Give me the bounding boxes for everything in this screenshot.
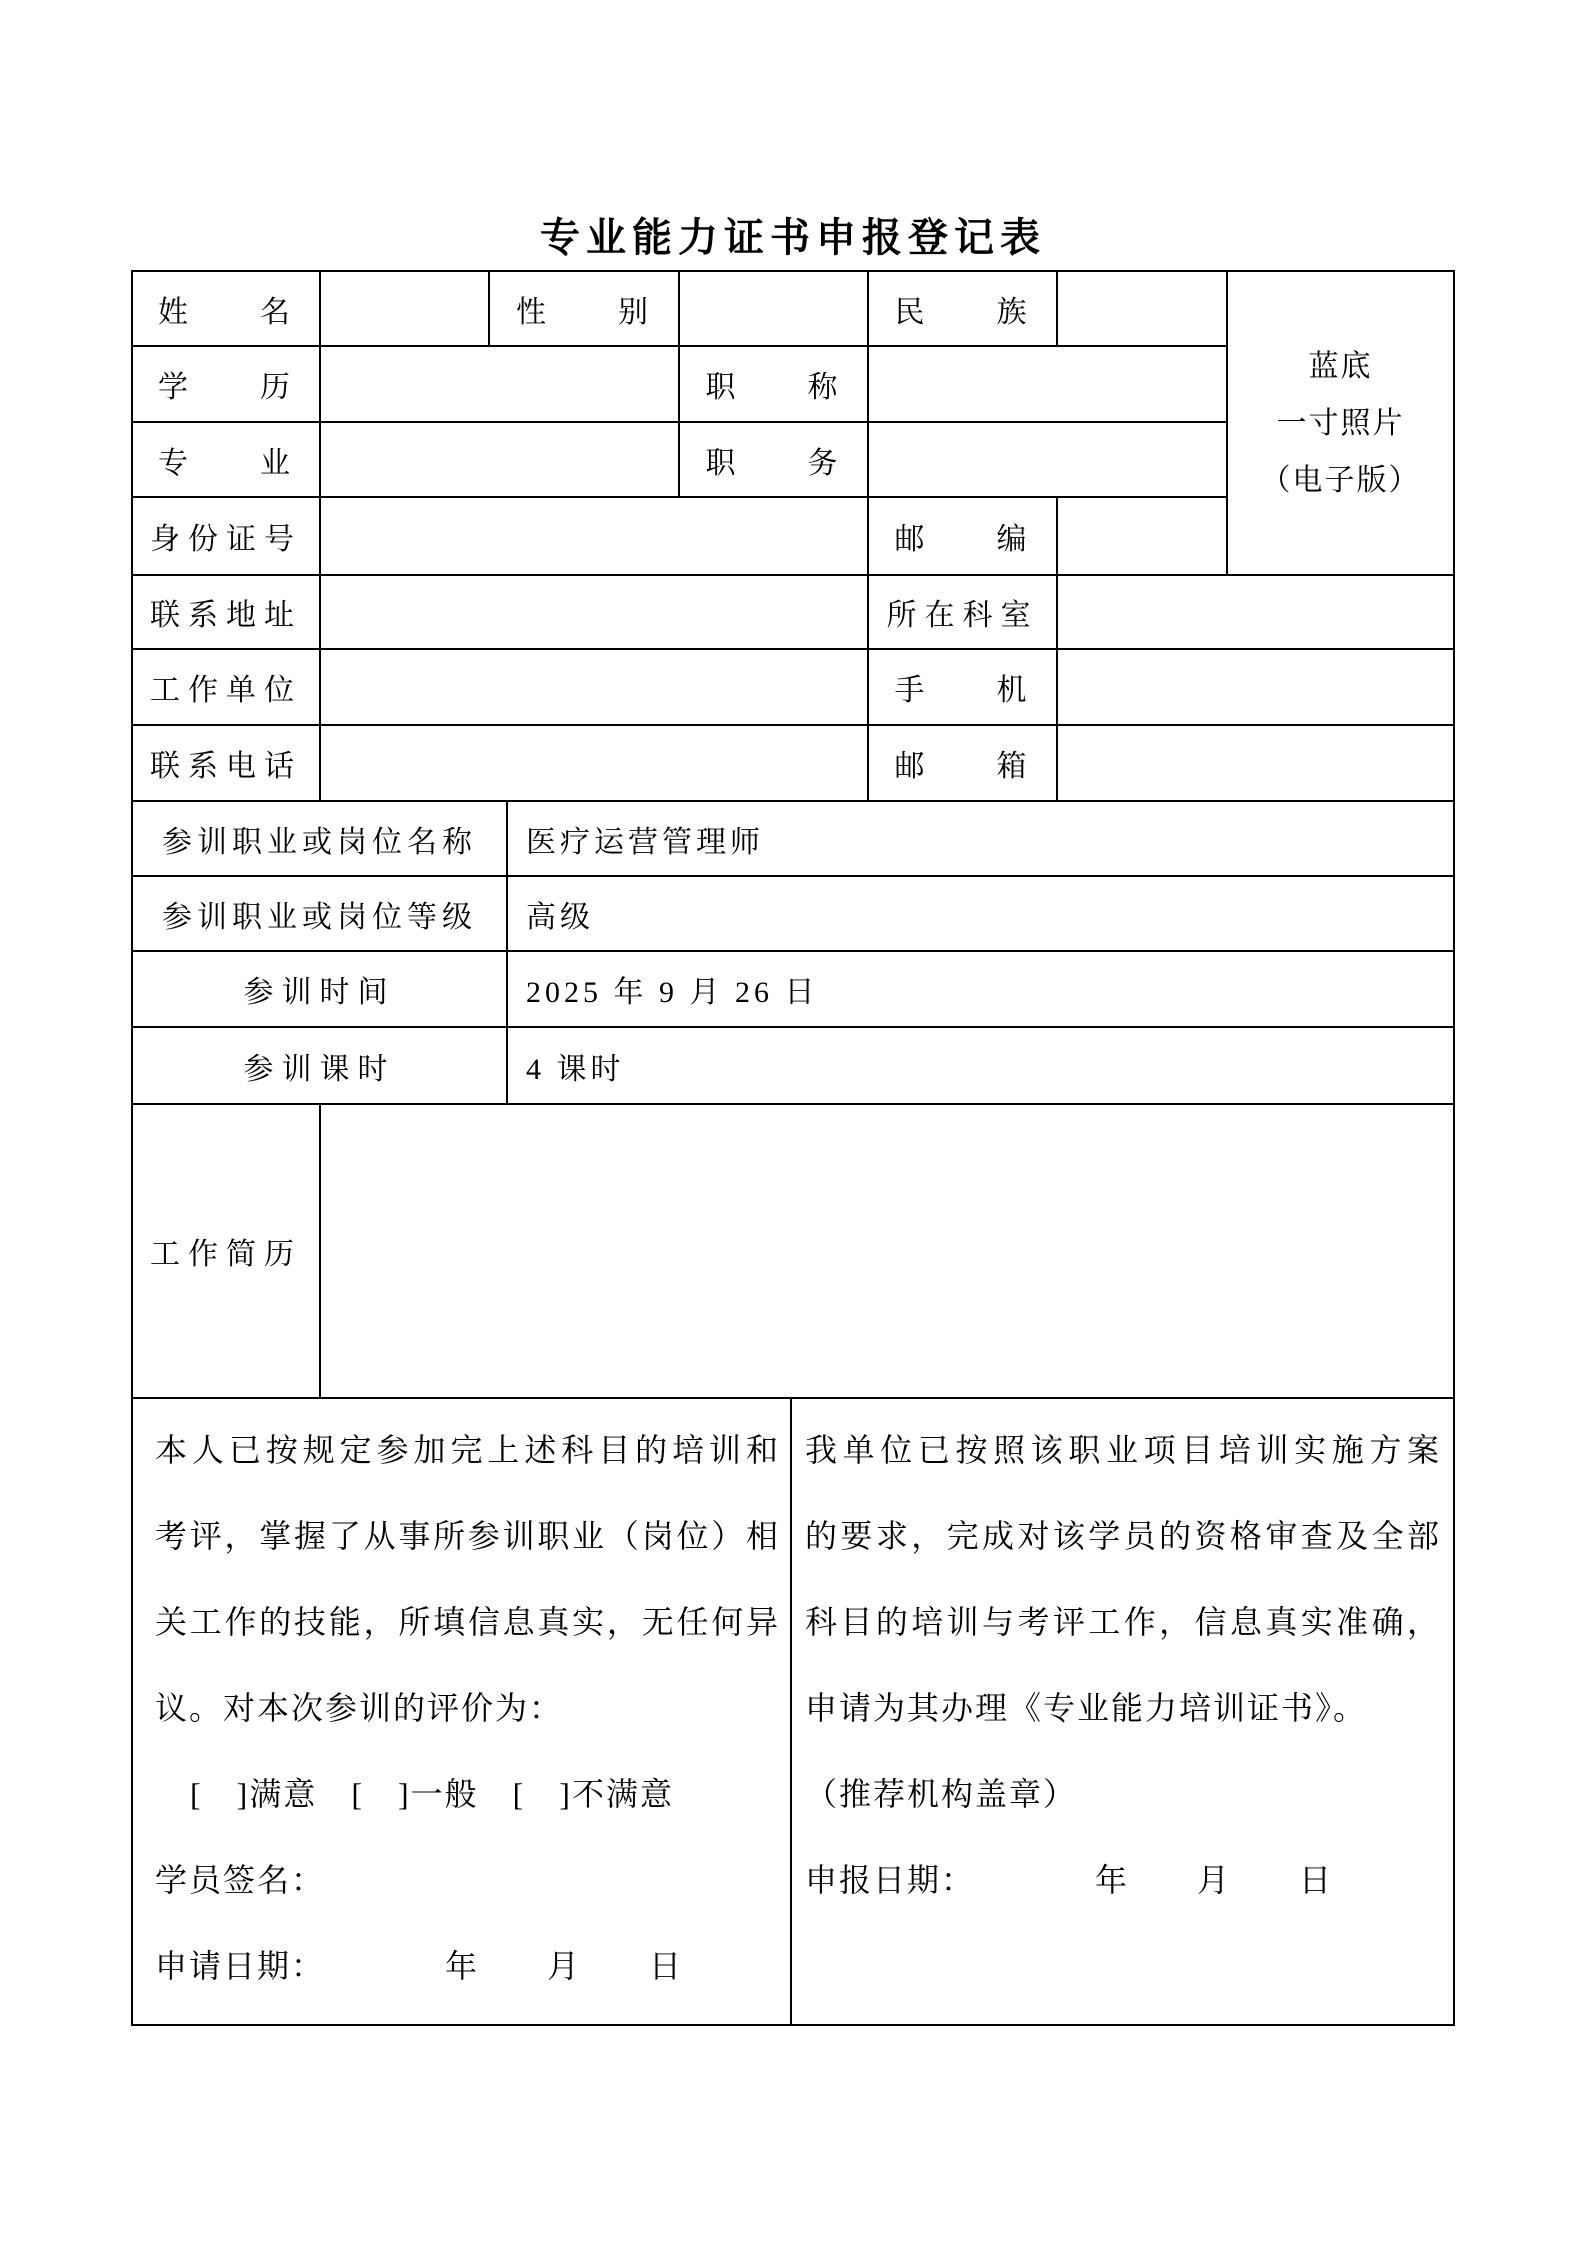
- prof-title-input[interactable]: [869, 347, 1228, 423]
- mobile-label: 手 机: [869, 650, 1058, 726]
- department-input[interactable]: [1058, 576, 1455, 650]
- email-input[interactable]: [1058, 726, 1455, 802]
- work-unit-input[interactable]: [321, 650, 869, 726]
- zip-input[interactable]: [1058, 498, 1228, 576]
- organization-declaration: [792, 1399, 1455, 2026]
- ethnicity-label: 民 族: [869, 272, 1058, 347]
- trainee-declaration-line: 关工作的技能，所填信息真实，无任何异: [155, 1604, 780, 1640]
- organization-declaration-line: 科目的培训与考评工作，信息真实准确，: [805, 1604, 1441, 1640]
- registration-table: [131, 270, 1455, 2026]
- phone-input[interactable]: [321, 726, 869, 802]
- education-input[interactable]: [321, 347, 680, 423]
- duty-input[interactable]: [869, 423, 1228, 498]
- train-hours-value[interactable]: 4 课时: [508, 1028, 1455, 1105]
- organization-declaration-line: 的要求，完成对该学员的资格审查及全部: [805, 1518, 1441, 1554]
- train-time-value[interactable]: 2025 年 9 月 26 日: [508, 952, 1455, 1028]
- trainee-declaration-line: 本人已按规定参加完上述科目的培训和: [155, 1432, 780, 1468]
- address-label: 联系地址: [133, 576, 321, 650]
- resume-input[interactable]: [321, 1105, 1455, 1399]
- photo-line-2: 一寸照片: [1276, 406, 1405, 440]
- trainee-declaration-line: 议。对本次参训的评价为：: [155, 1690, 564, 1726]
- name-label: 姓 名: [133, 272, 321, 347]
- trainee-declaration-line: 考评，掌握了从事所参训职业（岗位）相: [155, 1518, 780, 1554]
- resume-label: 工作简历: [133, 1105, 321, 1399]
- photo-line-3: （电子版）: [1260, 463, 1421, 497]
- phone-label: 联系电话: [133, 726, 321, 802]
- name-input[interactable]: [321, 272, 490, 347]
- train-time-label: 参训时间: [133, 952, 508, 1028]
- organization-declaration-line: 申请为其办理《专业能力培训证书》。: [805, 1690, 1368, 1726]
- work-unit-label: 工作单位: [133, 650, 321, 726]
- id-number-label: 身份证号: [133, 498, 321, 576]
- address-input[interactable]: [321, 576, 869, 650]
- organization-stamp-line: （推荐机构盖章）: [805, 1776, 1078, 1812]
- major-label: 专 业: [133, 423, 321, 498]
- prof-title-label: 职 称: [680, 347, 869, 423]
- application-date-line[interactable]: 申请日期： 年 月 日: [155, 1948, 684, 1984]
- photo-line-1: 蓝底: [1308, 349, 1373, 383]
- job-name-value[interactable]: 医疗运营管理师: [508, 802, 1455, 877]
- form-title: 专业能力证书申报登记表: [540, 216, 1046, 260]
- id-number-input[interactable]: [321, 498, 869, 576]
- declaration-date-line[interactable]: 申报日期： 年 月 日: [805, 1862, 1334, 1898]
- department-label: 所在科室: [869, 576, 1058, 650]
- zip-label: 邮 编: [869, 498, 1058, 576]
- job-level-label: 参训职业或岗位等级: [133, 877, 508, 952]
- job-name-label: 参训职业或岗位名称: [133, 802, 508, 877]
- trainee-declaration: [133, 1399, 792, 2026]
- satisfaction-checkbox-row[interactable]: [ ]满意 [ ]一般 [ ]不满意: [190, 1776, 674, 1812]
- photo-placeholder: [1228, 272, 1455, 576]
- trainee-signature-line[interactable]: 学员签名：: [155, 1862, 326, 1898]
- job-level-value[interactable]: 高级: [508, 877, 1455, 952]
- gender-input[interactable]: [680, 272, 869, 347]
- major-input[interactable]: [321, 423, 680, 498]
- mobile-input[interactable]: [1058, 650, 1455, 726]
- email-label: 邮 箱: [869, 726, 1058, 802]
- ethnicity-input[interactable]: [1058, 272, 1228, 347]
- train-hours-label: 参训课时: [133, 1028, 508, 1105]
- organization-declaration-line: 我单位已按照该职业项目培训实施方案: [805, 1432, 1441, 1468]
- duty-label: 职 务: [680, 423, 869, 498]
- gender-label: 性 别: [490, 272, 680, 347]
- education-label: 学 历: [133, 347, 321, 423]
